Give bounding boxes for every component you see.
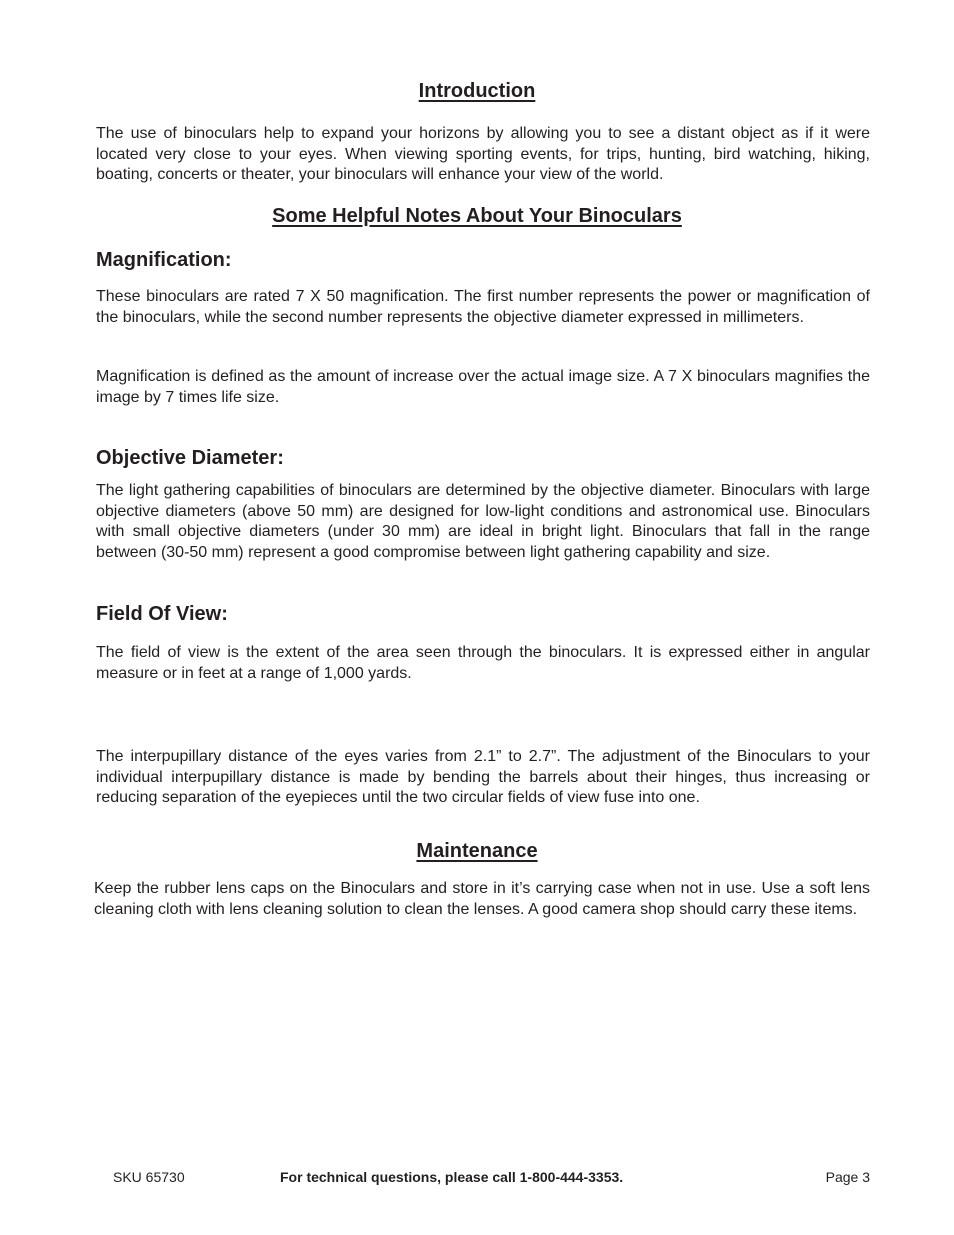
- field-of-view-heading: Field Of View:: [96, 603, 228, 625]
- maintenance-heading: Maintenance: [416, 840, 538, 862]
- magnification-paragraph-1: These binoculars are rated 7 X 50 magnification. The first number represents the power or magnification of the binoculars, while the second number represents the objective diameter expressed in millimeters.: [96, 288, 870, 326]
- field-of-view-paragraph: The field of view is the extent of the area seen through the binoculars. It is expressed either in angular measure or in feet at a range of 1,000 yards.: [96, 644, 870, 682]
- footer-page-number: Page 3: [825, 1169, 870, 1185]
- interpupillary-paragraph: The interpupillary distance of the eyes varies from 2.1” to 2.7”. The adjustment of the Binoculars to your individual interpupillary distance is made by bending the barrels about their hinges, thus increasing or reducing separation of the eyepieces until the two circular fields of view fuse into one.: [96, 748, 870, 806]
- introduction-paragraph: The use of binoculars help to expand your horizons by allowing you to see a distant object as if it were located very close to your eyes. When viewing sporting events, for trips, hunting, bird watching, hiking, boating, concerts or theater, your binoculars will enhance your view of the world.: [96, 125, 870, 183]
- helpful-notes-heading: Some Helpful Notes About Your Binoculars: [272, 205, 682, 227]
- objective-diameter-paragraph: The light gathering capabilities of binoculars are determined by the objective diameter. Binoculars with large objective diameters (above 50 mm) are designed for low-light conditions and astronomical use. Binoculars with small objective diameters (under 30 mm) are ideal in bright light. Binoculars that fall in the range between (30-50 mm) represent a good compromise between light gathering capability and size.: [96, 482, 870, 561]
- maintenance-paragraph: Keep the rubber lens caps on the Binoculars and store in it’s carrying case when not in use. Use a soft lens cleaning cloth with lens cleaning solution to clean the lenses. A good camera shop should carry these items.: [94, 880, 870, 918]
- footer-sku: SKU 65730: [113, 1169, 185, 1185]
- magnification-heading: Magnification:: [96, 249, 232, 271]
- footer-technical-phone: For technical questions, please call 1-800-444-3353.: [280, 1169, 624, 1185]
- magnification-paragraph-2: Magnification is defined as the amount of increase over the actual image size. A 7 X binoculars magnifies the image by 7 times life size.: [96, 368, 870, 406]
- introduction-heading: Introduction: [418, 80, 536, 102]
- objective-diameter-heading: Objective Diameter:: [96, 447, 284, 469]
